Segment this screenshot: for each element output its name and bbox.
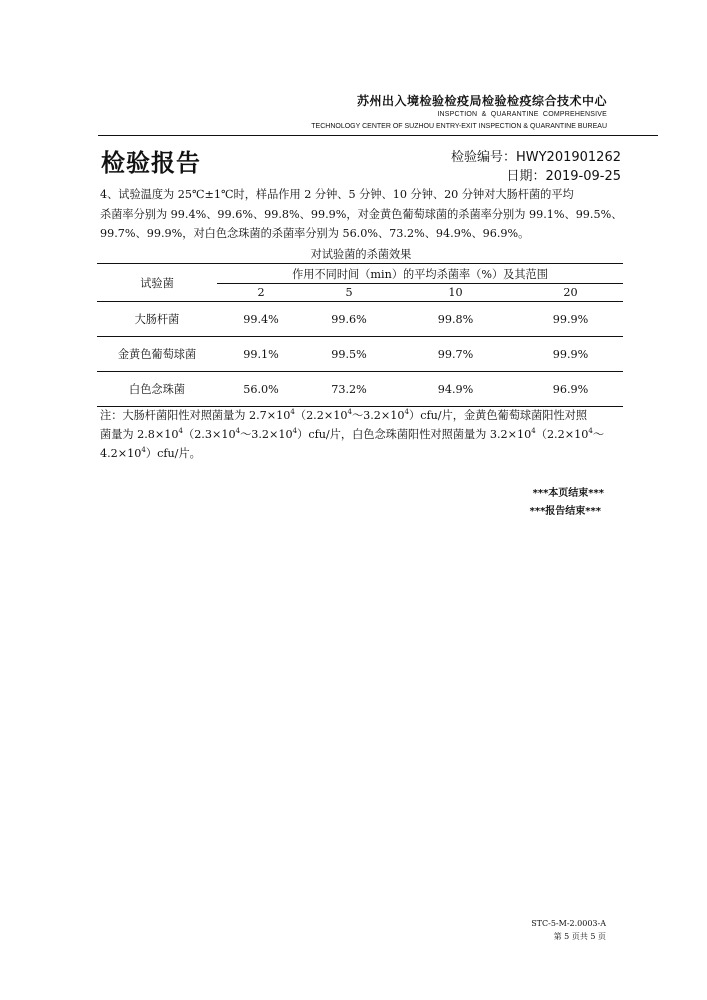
header-kill-rate: 作用不同时间（min）的平均杀菌率（%）及其范围	[217, 264, 623, 284]
note-text: ）cfu/片。	[145, 447, 201, 460]
note-text: 注：大肠杆菌阳性对照菌量为 2.7×10	[100, 409, 291, 422]
control-dose-note	[100, 406, 630, 463]
note-text: 4.2×10	[100, 447, 142, 460]
report-end-mark: ***报告结束***	[529, 506, 601, 517]
paragraph-line: 4、试验温度为 25℃±1℃时，样品作用 2 分钟、5 分钟、10 分钟、20 分钟对大肠杆菌的平均	[100, 188, 574, 201]
table-row	[97, 372, 623, 407]
rate-cell: 99.6%	[305, 302, 393, 337]
rate-cell: 99.8%	[393, 302, 518, 337]
rate-cell: 99.5%	[305, 337, 393, 372]
header-time: 5	[305, 284, 393, 302]
note-text: （2.3×10	[183, 428, 236, 441]
bactericidal-results-table	[97, 263, 623, 407]
header-rule	[98, 135, 658, 136]
exponent: 4	[292, 427, 298, 435]
rate-cell: 73.2%	[305, 372, 393, 407]
form-code: STC-5-M-2.0003-A	[531, 919, 606, 928]
header-time: 10	[393, 284, 518, 302]
exponent: 4	[404, 408, 409, 416]
note-line	[100, 425, 630, 444]
table-caption: 对试验菌的杀菌效果	[310, 248, 412, 261]
result-paragraph	[100, 185, 622, 244]
rate-cell: 96.9%	[518, 372, 623, 407]
report-date: 日期：2019-09-25	[506, 169, 621, 184]
species-cell: 白色念珠菌	[97, 372, 217, 407]
exponent: 4	[178, 427, 183, 435]
exponent: 4	[531, 427, 536, 435]
page-end-mark: ***本页结束***	[532, 488, 604, 499]
note-text: （2.2×10	[535, 428, 589, 441]
page-number: 第 5 页共 5 页	[553, 932, 606, 941]
note-text: ）cfu/片，白色念珠菌阳性对照菌量为 3.2×10	[297, 428, 532, 441]
org-name-cn: 苏州出入境检验检疫局检验检疫综合技术中心	[356, 94, 607, 108]
header-time: 2	[217, 284, 305, 302]
table-row	[97, 337, 623, 372]
header-time: 20	[518, 284, 623, 302]
note-line	[100, 444, 630, 463]
species-cell: 大肠杆菌	[97, 302, 217, 337]
org-name-en-line1: INSPCTION & QUARANTINE COMPREHENSIVE	[437, 111, 607, 118]
exponent: 4	[347, 408, 352, 416]
org-name-en-line2: TECHNOLOGY CENTER OF SUZHOU ENTRY-EXIT INSPECTION & QUARANTINE BUREAU	[311, 123, 607, 130]
paragraph-line: 杀菌率分别为 99.4%、99.6%、99.8%、99.9%，对金黄色葡萄球菌的杀菌率分别为 99.1%、99.5%、	[100, 207, 623, 221]
paragraph-line: 99.7%、99.9%，对白色念珠菌的杀菌率分别为 56.0%、73.2%、94.9%、96.9%。	[100, 227, 530, 240]
report-number: 检验编号：HWY201901262	[450, 150, 621, 165]
note-text: ～	[592, 428, 605, 441]
rate-cell: 99.9%	[518, 337, 623, 372]
table-row	[97, 302, 623, 337]
header-species: 试验菌	[97, 264, 217, 302]
note-text: （2.2×10	[294, 409, 348, 422]
rate-cell: 56.0%	[217, 372, 305, 407]
note-text: ～3.2×10	[351, 409, 405, 422]
species-cell: 金黄色葡萄球菌	[97, 337, 217, 372]
rate-cell: 99.7%	[393, 337, 518, 372]
rate-cell: 99.4%	[217, 302, 305, 337]
exponent: 4	[588, 427, 593, 435]
rate-cell: 99.9%	[518, 302, 623, 337]
note-text: 菌量为 2.8×10	[100, 428, 179, 441]
rate-cell: 94.9%	[393, 372, 518, 407]
note-text: ）cfu/片，金黄色葡萄球菌阳性对照	[409, 409, 588, 422]
report-title: 检验报告	[101, 149, 201, 177]
exponent: 4	[235, 427, 241, 435]
note-line	[100, 406, 630, 425]
note-text: ～3.2×10	[240, 428, 293, 441]
rate-cell: 99.1%	[217, 337, 305, 372]
table-header-row	[97, 264, 623, 284]
exponent: 4	[141, 446, 146, 454]
exponent: 4	[290, 408, 295, 416]
